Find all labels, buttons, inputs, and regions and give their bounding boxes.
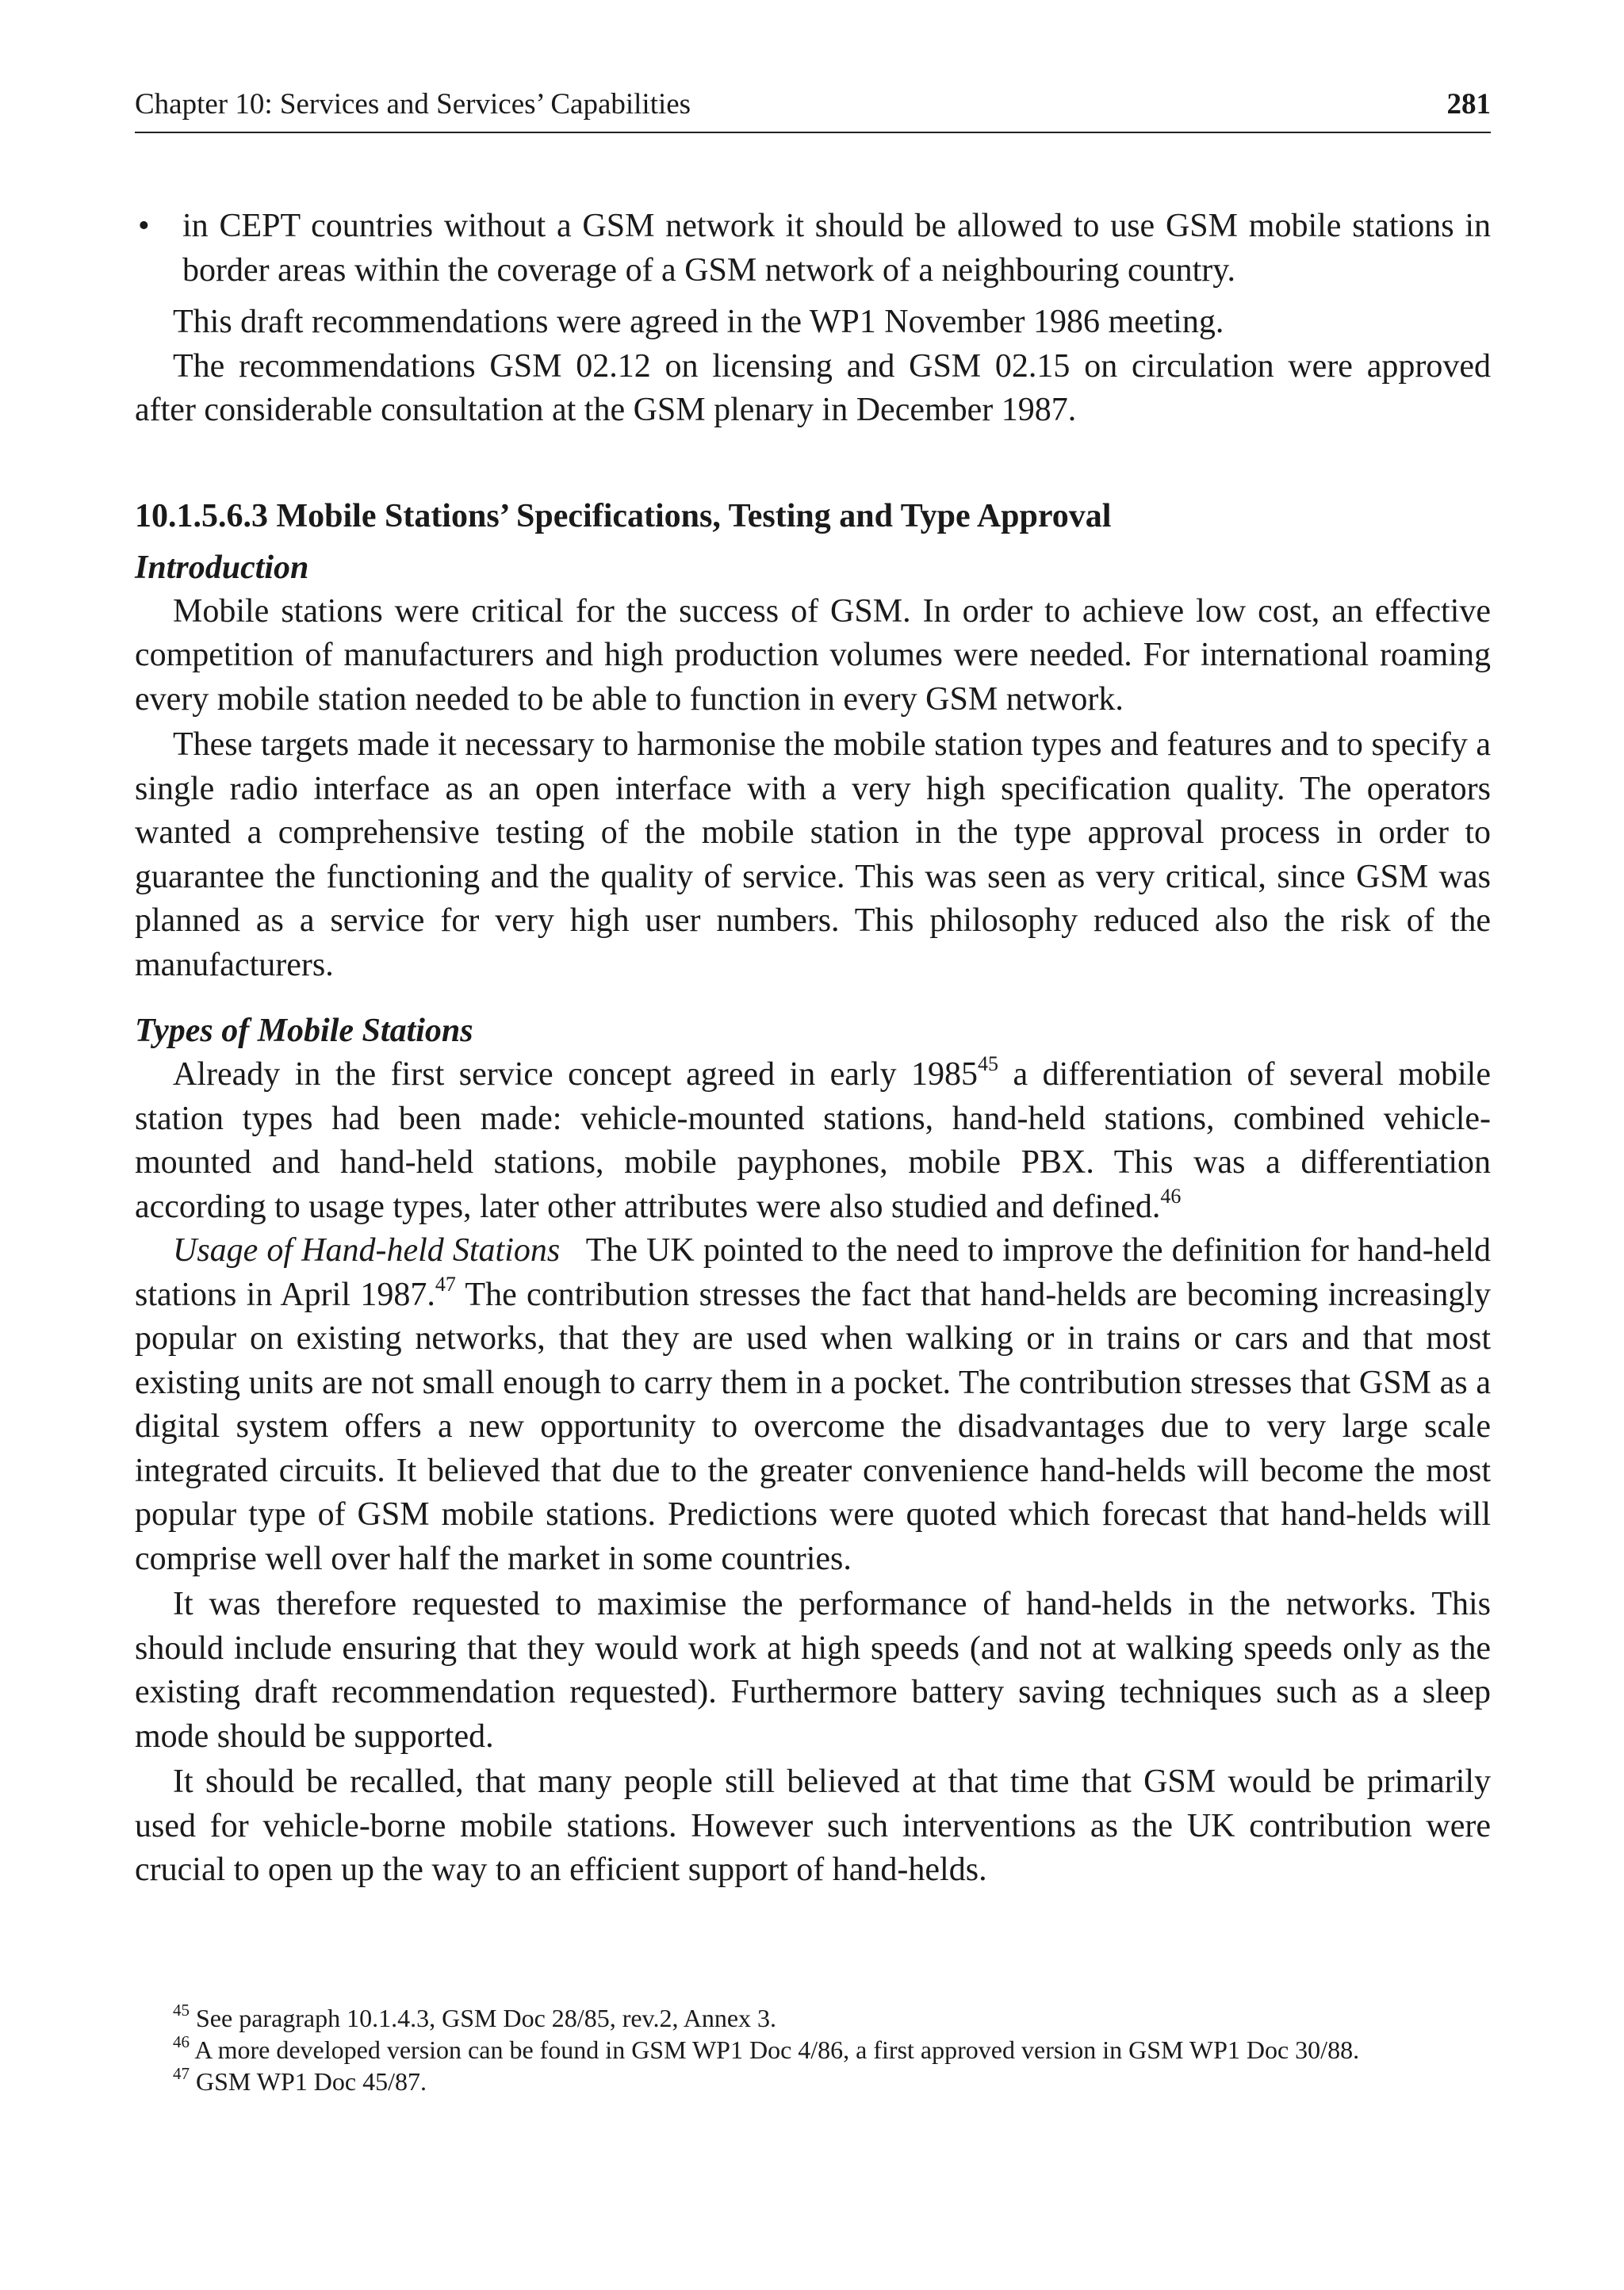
footnote — [135, 2002, 1491, 2034]
footnote-number: 46 — [173, 2032, 190, 2051]
inline-heading: Usage of Hand-held Stations — [173, 1232, 561, 1269]
footnote-ref[interactable]: 46 — [1160, 1184, 1182, 1208]
footnote-text: A more developed version can be found in GSM WP1 Doc 4/86, a first approved version in GSM WP1 Doc 30/88. — [194, 2035, 1360, 2064]
page-number: 281 — [1446, 88, 1491, 121]
text-run: The contribution stresses the fact that hand-helds are becoming increasingly popular on existing networks, that they are used when walking or in trains or cars and that most existing units are not small enough to carry them in a pocket. The contribution stresses that GSM as a digital system offers a new opportunity to overcome the disadvantages due to very large scale integrated circuits. It believed that due to the greater convenience hand-helds will become the most popular type of GSM mobile stations. Predictions were quoted which forecast that hand-helds will comprise well over half the market in some countries. — [135, 1276, 1491, 1577]
text-run: a differentiation of several mobile station types had been made: vehicle-mounted stations, hand-held stations, combined vehicle-mounted and hand-held stations, mobile payphones, mobile PBX. This was a differentiation according to usage types, later other attributes were also studied and defined. — [135, 1056, 1491, 1225]
paragraph — [135, 1053, 1491, 1229]
text-run: Already in the first service concept agreed in early 1985 — [173, 1056, 979, 1093]
paragraph: This draft recommendations were agreed in the WP1 November 1986 meeting. — [173, 304, 1224, 340]
bullet-text: in CEPT countries without a GSM network it should be allowed to use GSM mobile stations in border areas within the coverage of a GSM network of a neighbouring country. — [182, 208, 1491, 289]
footnote-ref[interactable]: 45 — [978, 1052, 999, 1075]
footnote-number: 47 — [173, 2063, 190, 2083]
subheading-types: Types of Mobile Stations — [135, 1013, 473, 1049]
paragraph: It was therefore requested to maximise the performance of hand-helds in the networks. This should include ensuring that they would work at high speeds (and not at walking speeds only as the existing draft recommendation requested). Furthermore battery saving techniques such as a sleep mode should be supported. — [135, 1586, 1491, 1755]
footnote — [135, 2063, 1491, 2097]
paragraph: These targets made it necessary to harmonise the mobile station types and features and to specify a single radio interface as an open interface with a very high specification quality. The operators wanted a comprehensive testing of the mobile station in the type approval process in order to guarantee the functioning and the quality of service. This was seen as very critical, since GSM was planned as a service for very high user numbers. This philosophy reduced also the risk of the manufacturers. — [135, 726, 1491, 983]
footnote — [135, 2034, 1491, 2066]
bullet-symbol: • — [138, 208, 150, 244]
footnotes — [135, 2002, 1491, 2097]
footnote-text: See paragraph 10.1.4.3, GSM Doc 28/85, rev.2, Annex 3. — [196, 2003, 777, 2032]
subheading-introduction: Introduction — [135, 549, 309, 586]
footnote-number: 45 — [173, 2000, 190, 2020]
running-header — [135, 86, 1491, 133]
text-run: The UK pointed to the need to improve the definition for hand-held stations in April 1987. — [135, 1232, 1491, 1313]
paragraph: It should be recalled, that many people still believed at that time that GSM would be primarily used for vehicle-borne mobile stations. However such interventions as the UK contribution were crucial to open up the way to an efficient support of hand-helds. — [135, 1763, 1491, 1888]
footnote-ref[interactable]: 47 — [435, 1272, 456, 1296]
paragraph — [135, 1229, 1491, 1581]
paragraph: The recommendations GSM 02.12 on licensing and GSM 02.15 on circulation were approved after considerable consultation at the GSM plenary in December 1987. — [135, 347, 1491, 428]
section-heading: 10.1.5.6.3 Mobile Stations’ Specifications, Testing and Type Approval — [135, 497, 1112, 534]
chapter-title: Chapter 10: Services and Services’ Capabilities — [135, 88, 691, 121]
bullet-item — [135, 205, 1491, 293]
footnote-text: GSM WP1 Doc 45/87. — [196, 2066, 427, 2096]
paragraph: Mobile stations were critical for the success of GSM. In order to achieve low cost, an effective competition of manufacturers and high production volumes were needed. For international roaming every mobile station needed to be able to function in every GSM network. — [135, 592, 1491, 718]
